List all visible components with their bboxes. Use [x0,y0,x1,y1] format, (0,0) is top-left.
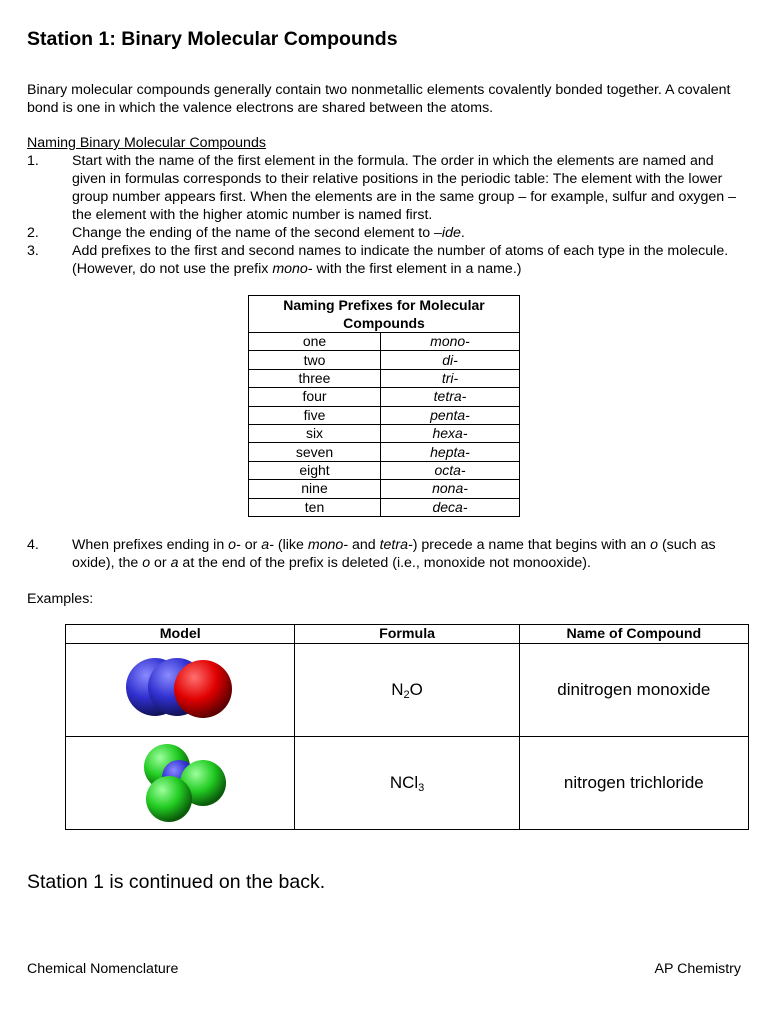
table-row: seven hepta- [249,443,520,461]
table-row: three tri- [249,369,520,387]
table-row: six hexa- [249,424,520,442]
table-row [66,644,749,737]
rule-text: Add prefixes to the first and second names to indicate the number of atoms of each type in the molecule. (However, do not use the prefix mono- with the first element in a name.) [72,243,729,277]
table-row: two di- [249,351,520,369]
prefix-table-header: Naming Prefixes for Molecular Compounds [249,296,520,333]
rule-text: Start with the name of the first element in the formula. The order in which the elements are named and given in formulas corresponds to their relative positions in the periodic table: The element with the lower group number appears first. When the elements are in the same group – for example, sulfur and oxygen – the element with the higher atomic number is named first. [72,153,737,223]
rule-number: 4. [27,537,39,553]
continued-note: Station 1 is continued on the back. [27,871,326,893]
naming-heading: Naming Binary Molecular Compounds [27,135,266,151]
prefix-table [248,295,520,517]
table-row: eight octa- [249,461,520,479]
formula-ncl3: NCl$_3$ [295,737,519,830]
compound-name: dinitrogen monoxide [519,644,748,737]
rule-number: 1. [27,153,39,169]
table-row: ten deca- [249,498,520,516]
footer-left: Chemical Nomenclature [27,961,179,977]
rule-number: 2. [27,225,39,241]
header-name: Name of Compound [519,625,748,644]
model-ncl3 [66,737,295,830]
examples-table [65,624,749,830]
table-row: one mono- [249,333,520,351]
rule-text: Change the ending of the name of the second element to –ide. [72,225,465,241]
table-row: five penta- [249,406,520,424]
header-formula: Formula [295,625,519,644]
table-row: nine nona- [249,480,520,498]
rule-text: When prefixes ending in o- or a- (like mono- and tetra-) precede a name that begins with an o (such as oxide), the o or a at the end of the prefix is deleted (i.e., monoxide not monooxide). [72,537,716,571]
table-row [66,737,749,830]
page-title: Station 1: Binary Molecular Compounds [27,28,398,50]
header-model: Model [66,625,295,644]
rule-4 [27,536,742,572]
ncl3-molecule-image [125,739,235,823]
rule-number: 3. [27,243,39,259]
rule-2 [27,224,742,242]
rule-3 [27,242,742,278]
model-n2o [66,644,295,737]
compound-name: nitrogen trichloride [519,737,748,830]
examples-label: Examples: [27,591,94,607]
formula-n2o: $N_2O$ [295,644,519,737]
table-row: four tetra- [249,388,520,406]
intro-paragraph: Binary molecular compounds generally contain two nonmetallic elements covalently bonded together. A covalent bond is one in which the valence electrons are shared between the atoms. [27,82,731,116]
n2o-molecule-image [125,653,235,723]
rule-1 [27,152,742,224]
footer-right: AP Chemistry [654,961,741,977]
